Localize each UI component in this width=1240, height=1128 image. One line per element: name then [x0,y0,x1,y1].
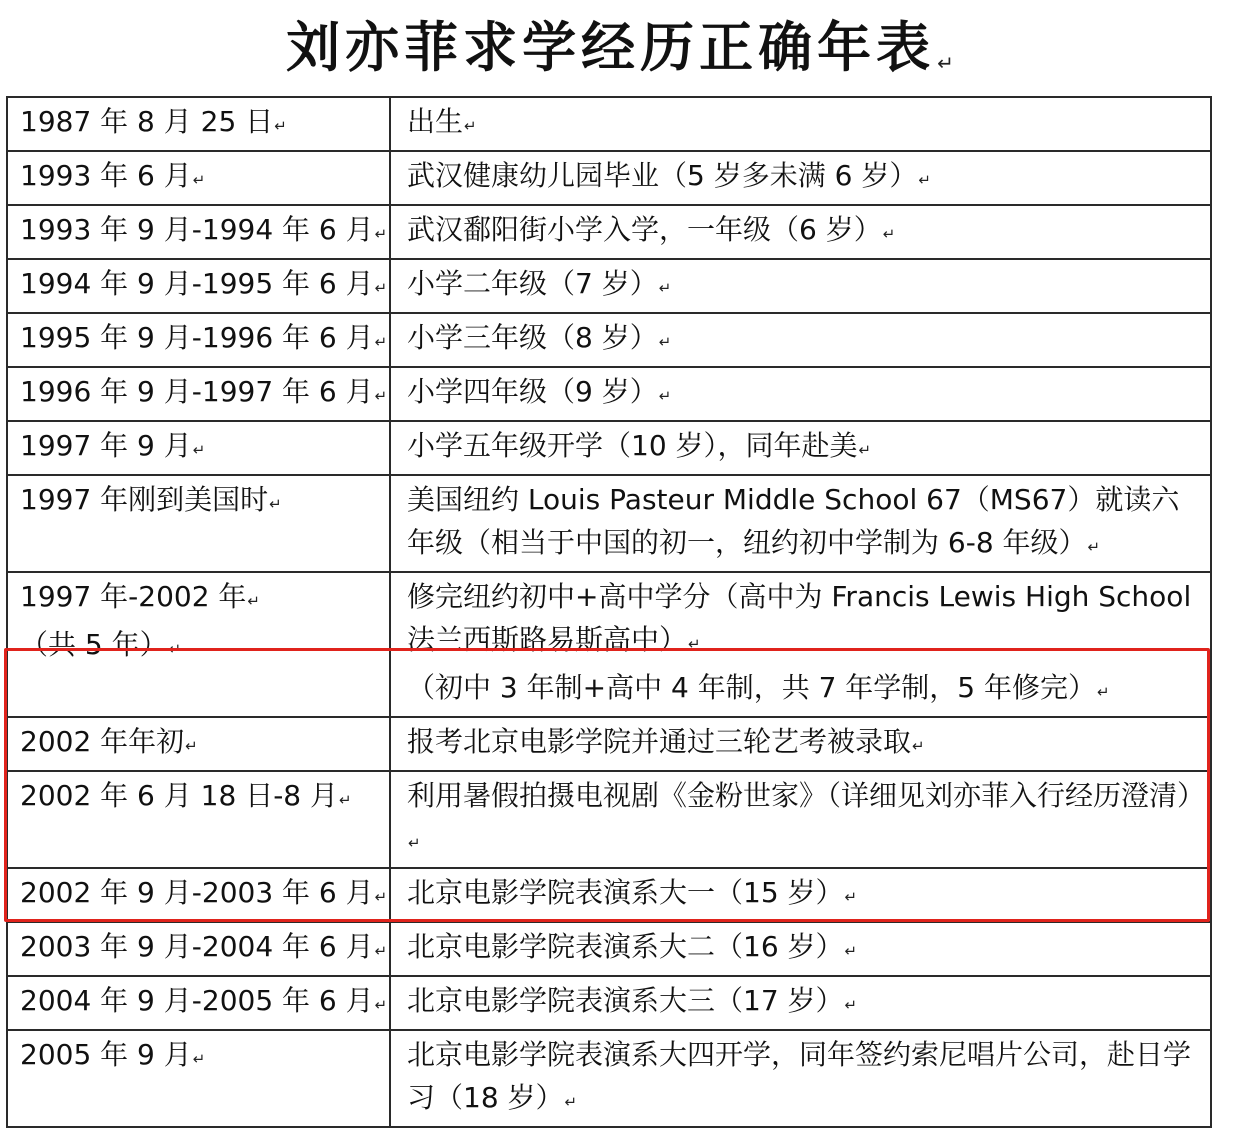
table-row [7,259,1211,313]
event-cell: 北京电影学院表演系大三（17 岁）↵ [390,976,1211,1030]
table-row [7,97,1211,151]
date-cell: 1994 年 9 月-1995 年 6 月↵ [7,259,390,313]
table-row [7,717,1211,771]
date-cell: 2004 年 9 月-2005 年 6 月↵ [7,976,390,1030]
date-cell: 2002 年 6 月 18 日-8 月↵ [7,771,390,868]
event-cell: 小学二年级（7 岁）↵ [390,259,1211,313]
date-cell: 1996 年 9 月-1997 年 6 月↵ [7,367,390,421]
table-row [7,313,1211,367]
date-cell: 2002 年年初↵ [7,717,390,771]
event-cell: 小学五年级开学（10 岁），同年赴美↵ [390,421,1211,475]
date-cell: 1995 年 9 月-1996 年 6 月↵ [7,313,390,367]
date-cell: 2005 年 9 月↵ [7,1030,390,1127]
date-cell: 1993 年 9 月-1994 年 6 月↵ [7,205,390,259]
event-cell: 北京电影学院表演系大一（15 岁）↵ [390,868,1211,922]
event-cell: 武汉健康幼儿园毕业（5 岁多未满 6 岁）↵ [390,151,1211,205]
table-row [7,1030,1211,1127]
table-row [7,367,1211,421]
table-row [7,572,1211,717]
table-row [7,475,1211,572]
table-row [7,868,1211,922]
event-cell: 出生↵ [390,97,1211,151]
event-cell: 北京电影学院表演系大二（16 岁）↵ [390,922,1211,976]
timeline-table [6,96,1212,1128]
table-row [7,922,1211,976]
event-cell: 北京电影学院表演系大四开学，同年签约索尼唱片公司，赴日学习（18 岁）↵ [390,1030,1211,1127]
event-cell: 利用暑假拍摄电视剧《金粉世家》（详细见刘亦菲入行经历澄清）↵ [390,771,1211,868]
date-cell: 1997 年-2002 年↵ （共 5 年）↵ [7,572,390,717]
date-cell: 1997 年 9 月↵ [7,421,390,475]
table-row [7,976,1211,1030]
date-cell: 1993 年 6 月↵ [7,151,390,205]
table-row [7,771,1211,868]
event-cell: 修完纽约初中+高中学分（高中为 Francis Lewis High School 法兰西斯路易斯高中）↵ （初中 3 年制+高中 4 年制，共 7 年学制，5 年修完）↵ [390,572,1211,717]
date-cell: 2003 年 9 月-2004 年 6 月↵ [7,922,390,976]
table-row [7,151,1211,205]
event-cell: 美国纽约 Louis Pasteur Middle School 67（MS67）就读六年级（相当于中国的初一，纽约初中学制为 6-8 年级）↵ [390,475,1211,572]
event-cell: 武汉鄱阳街小学入学，一年级（6 岁）↵ [390,205,1211,259]
event-cell: 小学三年级（8 岁）↵ [390,313,1211,367]
page-title: 刘亦菲求学经历正确年表 ↵ [286,16,954,79]
date-cell: 2002 年 9 月-2003 年 6 月↵ [7,868,390,922]
table-row [7,421,1211,475]
event-cell: 小学四年级（9 岁）↵ [390,367,1211,421]
date-cell: 1997 年刚到美国时↵ [7,475,390,572]
date-cell: 1987 年 8 月 25 日↵ [7,97,390,151]
table-row [7,205,1211,259]
event-cell: 报考北京电影学院并通过三轮艺考被录取↵ [390,717,1211,771]
